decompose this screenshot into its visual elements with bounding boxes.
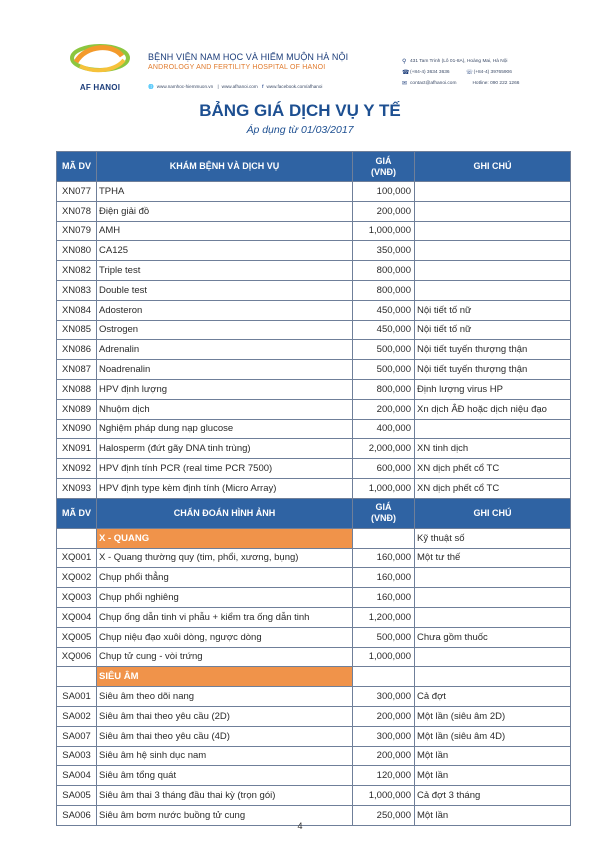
service-note: XN tinh dịch bbox=[415, 439, 571, 459]
table-row bbox=[57, 320, 571, 340]
service-code: XN085 bbox=[57, 320, 97, 340]
table-row bbox=[57, 588, 571, 608]
service-code: SA006 bbox=[57, 805, 97, 825]
table-row bbox=[57, 201, 571, 221]
service-note bbox=[415, 588, 571, 608]
service-price: 1,000,000 bbox=[353, 221, 415, 241]
table-row bbox=[57, 419, 571, 439]
service-price: 200,000 bbox=[353, 706, 415, 726]
service-code: SA005 bbox=[57, 786, 97, 806]
service-price: 500,000 bbox=[353, 627, 415, 647]
service-note bbox=[415, 261, 571, 281]
service-name: Halosperm (đứt gãy DNA tinh trùng) bbox=[97, 439, 353, 459]
page-subtitle: Áp dụng từ 01/03/2017 bbox=[246, 124, 354, 136]
service-name: Chụp tử cung - vòi trứng bbox=[97, 647, 353, 667]
service-note: Một tư thế bbox=[415, 548, 571, 568]
header-service: KHÁM BỆNH VÀ DỊCH VỤ bbox=[97, 152, 353, 182]
service-code: XQ002 bbox=[57, 568, 97, 588]
service-note bbox=[415, 280, 571, 300]
service-note bbox=[415, 568, 571, 588]
service-code: XN093 bbox=[57, 478, 97, 498]
service-note: Nội tiết tuyến thượng thận bbox=[415, 360, 571, 380]
service-code: XN086 bbox=[57, 340, 97, 360]
service-price: 800,000 bbox=[353, 280, 415, 300]
service-price: 160,000 bbox=[353, 548, 415, 568]
service-note: Cả đợt 3 tháng bbox=[415, 786, 571, 806]
service-code: XN083 bbox=[57, 280, 97, 300]
service-note: Một lần (siêu âm 2D) bbox=[415, 706, 571, 726]
service-note: Nội tiết tố nữ bbox=[415, 300, 571, 320]
web-links: 🌐 www.namhoc-hiemmuon.vn | www.afhanoi.com f www.facebook.com/afhanoi bbox=[148, 84, 323, 89]
header-note: GHI CHÚ bbox=[415, 498, 571, 528]
service-price: 500,000 bbox=[353, 340, 415, 360]
header-note: GHI CHÚ bbox=[415, 152, 571, 182]
address: 431 Tam Trinh (Lô 01-8A), Hoàng Mai, Hà Nội bbox=[410, 59, 508, 64]
service-name: Adrenalin bbox=[97, 340, 353, 360]
service-name: TPHA bbox=[97, 182, 353, 202]
table-row bbox=[57, 766, 571, 786]
service-code: SA002 bbox=[57, 706, 97, 726]
table-row bbox=[57, 746, 571, 766]
web-link-2[interactable]: www.afhanoi.com bbox=[221, 84, 258, 89]
service-price: 450,000 bbox=[353, 300, 415, 320]
service-note: Một lần bbox=[415, 805, 571, 825]
table-row bbox=[57, 439, 571, 459]
service-code: XN080 bbox=[57, 241, 97, 261]
service-name: HPV định lượng bbox=[97, 379, 353, 399]
empty-cell bbox=[57, 667, 97, 687]
service-name: Siêu âm tổng quát bbox=[97, 766, 353, 786]
service-price: 600,000 bbox=[353, 459, 415, 479]
service-price: 160,000 bbox=[353, 568, 415, 588]
service-name: CA125 bbox=[97, 241, 353, 261]
facebook-icon: f bbox=[261, 84, 264, 89]
table-row bbox=[57, 687, 571, 707]
service-note: XN dịch phết cổ TC bbox=[415, 478, 571, 498]
hospital-logo bbox=[62, 40, 138, 100]
facebook-link[interactable]: www.facebook.com/afhanoi bbox=[266, 84, 323, 89]
fax: (+84-4) 39765906 bbox=[473, 70, 512, 75]
service-price: 200,000 bbox=[353, 746, 415, 766]
service-price: 450,000 bbox=[353, 320, 415, 340]
service-code: XQ003 bbox=[57, 588, 97, 608]
table-row bbox=[57, 241, 571, 261]
table-header-row bbox=[57, 498, 571, 528]
table-row bbox=[57, 459, 571, 479]
page-number: 4 bbox=[297, 821, 303, 831]
table-row bbox=[57, 280, 571, 300]
service-code: XN082 bbox=[57, 261, 97, 281]
table-row bbox=[57, 627, 571, 647]
service-code: XN092 bbox=[57, 459, 97, 479]
service-price: 300,000 bbox=[353, 687, 415, 707]
service-code: XN091 bbox=[57, 439, 97, 459]
table-row bbox=[57, 261, 571, 281]
table-row bbox=[57, 647, 571, 667]
table-row bbox=[57, 340, 571, 360]
service-note bbox=[415, 241, 571, 261]
service-price: 100,000 bbox=[353, 182, 415, 202]
globe-icon: 🌐 bbox=[148, 84, 154, 89]
service-price: 200,000 bbox=[353, 399, 415, 419]
table-row bbox=[57, 548, 571, 568]
empty-cell bbox=[353, 667, 415, 687]
service-code: XN089 bbox=[57, 399, 97, 419]
service-code: XN087 bbox=[57, 360, 97, 380]
table-row bbox=[57, 399, 571, 419]
hotline: Hotline: 090 222 1266 bbox=[472, 81, 520, 86]
header-price: GIÁ (VNĐ) bbox=[353, 152, 415, 182]
page-header bbox=[62, 40, 562, 102]
service-code: XN084 bbox=[57, 300, 97, 320]
service-note: Chưa gồm thuốc bbox=[415, 627, 571, 647]
location-icon: ⚲ bbox=[402, 59, 407, 65]
service-name: Noadrenalin bbox=[97, 360, 353, 380]
service-code: XQ001 bbox=[57, 548, 97, 568]
service-name: Chụp phổi nghiêng bbox=[97, 588, 353, 608]
service-note bbox=[415, 201, 571, 221]
service-price: 1,000,000 bbox=[353, 786, 415, 806]
header-code: MÃ DV bbox=[57, 152, 97, 182]
service-name: Siêu âm hệ sinh dục nam bbox=[97, 746, 353, 766]
logo-swirl-icon bbox=[62, 40, 138, 84]
service-note: Xn dịch ÂĐ hoặc dịch niệu đạo bbox=[415, 399, 571, 419]
empty-cell bbox=[57, 528, 97, 548]
service-note bbox=[415, 607, 571, 627]
phone: (+84-4) 3634 3636 bbox=[410, 70, 450, 75]
service-code: XN090 bbox=[57, 419, 97, 439]
service-name: Chụp ống dẫn tinh vi phẫu + kiểm tra ống dẫn tinh bbox=[97, 607, 353, 627]
service-price: 800,000 bbox=[353, 379, 415, 399]
service-name: Siêu âm thai 3 tháng đầu thai kỳ (trọn gói) bbox=[97, 786, 353, 806]
service-note: Một lần bbox=[415, 746, 571, 766]
table-row bbox=[57, 478, 571, 498]
logo-text: AF HANOI bbox=[79, 83, 121, 92]
table-row bbox=[57, 360, 571, 380]
phone-icon: ☎ bbox=[402, 70, 410, 76]
service-name: Chụp phổi thẳng bbox=[97, 568, 353, 588]
table-row bbox=[57, 300, 571, 320]
table-row bbox=[57, 726, 571, 746]
service-code: XQ005 bbox=[57, 627, 97, 647]
price-table bbox=[56, 151, 571, 826]
table-row bbox=[57, 607, 571, 627]
hospital-name bbox=[148, 52, 368, 71]
service-code: SA001 bbox=[57, 687, 97, 707]
service-code: XQ004 bbox=[57, 607, 97, 627]
service-note bbox=[415, 419, 571, 439]
service-code: SA003 bbox=[57, 746, 97, 766]
web-link-1[interactable]: www.namhoc-hiemmuon.vn bbox=[156, 84, 214, 89]
service-note bbox=[415, 182, 571, 202]
fax-icon: ☏ bbox=[465, 70, 474, 76]
service-price: 120,000 bbox=[353, 766, 415, 786]
service-price: 1,000,000 bbox=[353, 647, 415, 667]
service-price: 350,000 bbox=[353, 241, 415, 261]
service-name: Siêu âm thai theo yêu cầu (4D) bbox=[97, 726, 353, 746]
service-price: 1,000,000 bbox=[353, 478, 415, 498]
service-code: XN077 bbox=[57, 182, 97, 202]
service-code: SA007 bbox=[57, 726, 97, 746]
empty-cell bbox=[353, 528, 415, 548]
service-code: XN078 bbox=[57, 201, 97, 221]
service-name: Siêu âm theo dõi nang bbox=[97, 687, 353, 707]
section-note bbox=[415, 667, 571, 687]
section-label: X - QUANG bbox=[97, 528, 353, 548]
table-row bbox=[57, 786, 571, 806]
header-price: GIÁ (VNĐ) bbox=[353, 498, 415, 528]
service-name: HPV định tính PCR (real time PCR 7500) bbox=[97, 459, 353, 479]
service-name: HPV định type kèm định tính (Micro Array) bbox=[97, 478, 353, 498]
service-note: Cả đợt bbox=[415, 687, 571, 707]
service-name: Siêu âm bơm nước buồng tử cung bbox=[97, 805, 353, 825]
table-header-row bbox=[57, 152, 571, 182]
service-code: XQ006 bbox=[57, 647, 97, 667]
service-code: SA004 bbox=[57, 766, 97, 786]
hospital-name-en: ANDROLOGY AND FERTILITY HOSPITAL OF HANOI bbox=[148, 64, 326, 71]
service-price: 300,000 bbox=[353, 726, 415, 746]
service-price: 200,000 bbox=[353, 201, 415, 221]
service-price: 250,000 bbox=[353, 805, 415, 825]
section-label: SIÊU ÂM bbox=[97, 667, 353, 687]
service-price: 2,000,000 bbox=[353, 439, 415, 459]
service-name: Adosteron bbox=[97, 300, 353, 320]
service-price: 1,200,000 bbox=[353, 607, 415, 627]
hospital-name-vn: BỆNH VIỆN NAM HỌC VÀ HIẾM MUỘN HÀ NỘI bbox=[148, 52, 349, 62]
section-row-sieuam bbox=[57, 667, 571, 687]
service-note bbox=[415, 647, 571, 667]
table-row bbox=[57, 221, 571, 241]
service-price: 500,000 bbox=[353, 360, 415, 380]
service-note: Nội tiết tuyến thượng thận bbox=[415, 340, 571, 360]
service-price: 400,000 bbox=[353, 419, 415, 439]
page-title: BẢNG GIÁ DỊCH VỤ Y TẾ bbox=[199, 101, 401, 120]
service-name: Triple test bbox=[97, 261, 353, 281]
service-name: Siêu âm thai theo yêu cầu (2D) bbox=[97, 706, 353, 726]
service-name: Double test bbox=[97, 280, 353, 300]
header-imaging: CHẨN ĐOÁN HÌNH ẢNH bbox=[97, 498, 353, 528]
service-note bbox=[415, 221, 571, 241]
table-row bbox=[57, 568, 571, 588]
service-name: AMH bbox=[97, 221, 353, 241]
service-note: Một lần (siêu âm 4D) bbox=[415, 726, 571, 746]
table-row bbox=[57, 182, 571, 202]
service-note: Một lần bbox=[415, 766, 571, 786]
table-row bbox=[57, 706, 571, 726]
email-icon: ✉ bbox=[402, 81, 408, 87]
service-price: 800,000 bbox=[353, 261, 415, 281]
service-name: Nhuộm dịch bbox=[97, 399, 353, 419]
service-price: 160,000 bbox=[353, 588, 415, 608]
section-note: Kỹ thuật số bbox=[415, 528, 571, 548]
service-code: XN079 bbox=[57, 221, 97, 241]
section-row-xquang bbox=[57, 528, 571, 548]
email: contact@afhanoi.com bbox=[410, 81, 457, 86]
header-code: MÃ DV bbox=[57, 498, 97, 528]
service-note: Nội tiết tố nữ bbox=[415, 320, 571, 340]
service-note: XN dịch phết cổ TC bbox=[415, 459, 571, 479]
contact-info bbox=[402, 56, 572, 89]
service-note: Định lượng virus HP bbox=[415, 379, 571, 399]
service-code: XN088 bbox=[57, 379, 97, 399]
service-name: Ostrogen bbox=[97, 320, 353, 340]
table-row bbox=[57, 379, 571, 399]
service-name: X - Quang thường quy (tim, phổi, xương, bụng) bbox=[97, 548, 353, 568]
service-name: Điện giải đồ bbox=[97, 201, 353, 221]
service-name: Chụp niệu đạo xuôi dòng, ngược dòng bbox=[97, 627, 353, 647]
service-name: Nghiệm pháp dung nạp glucose bbox=[97, 419, 353, 439]
